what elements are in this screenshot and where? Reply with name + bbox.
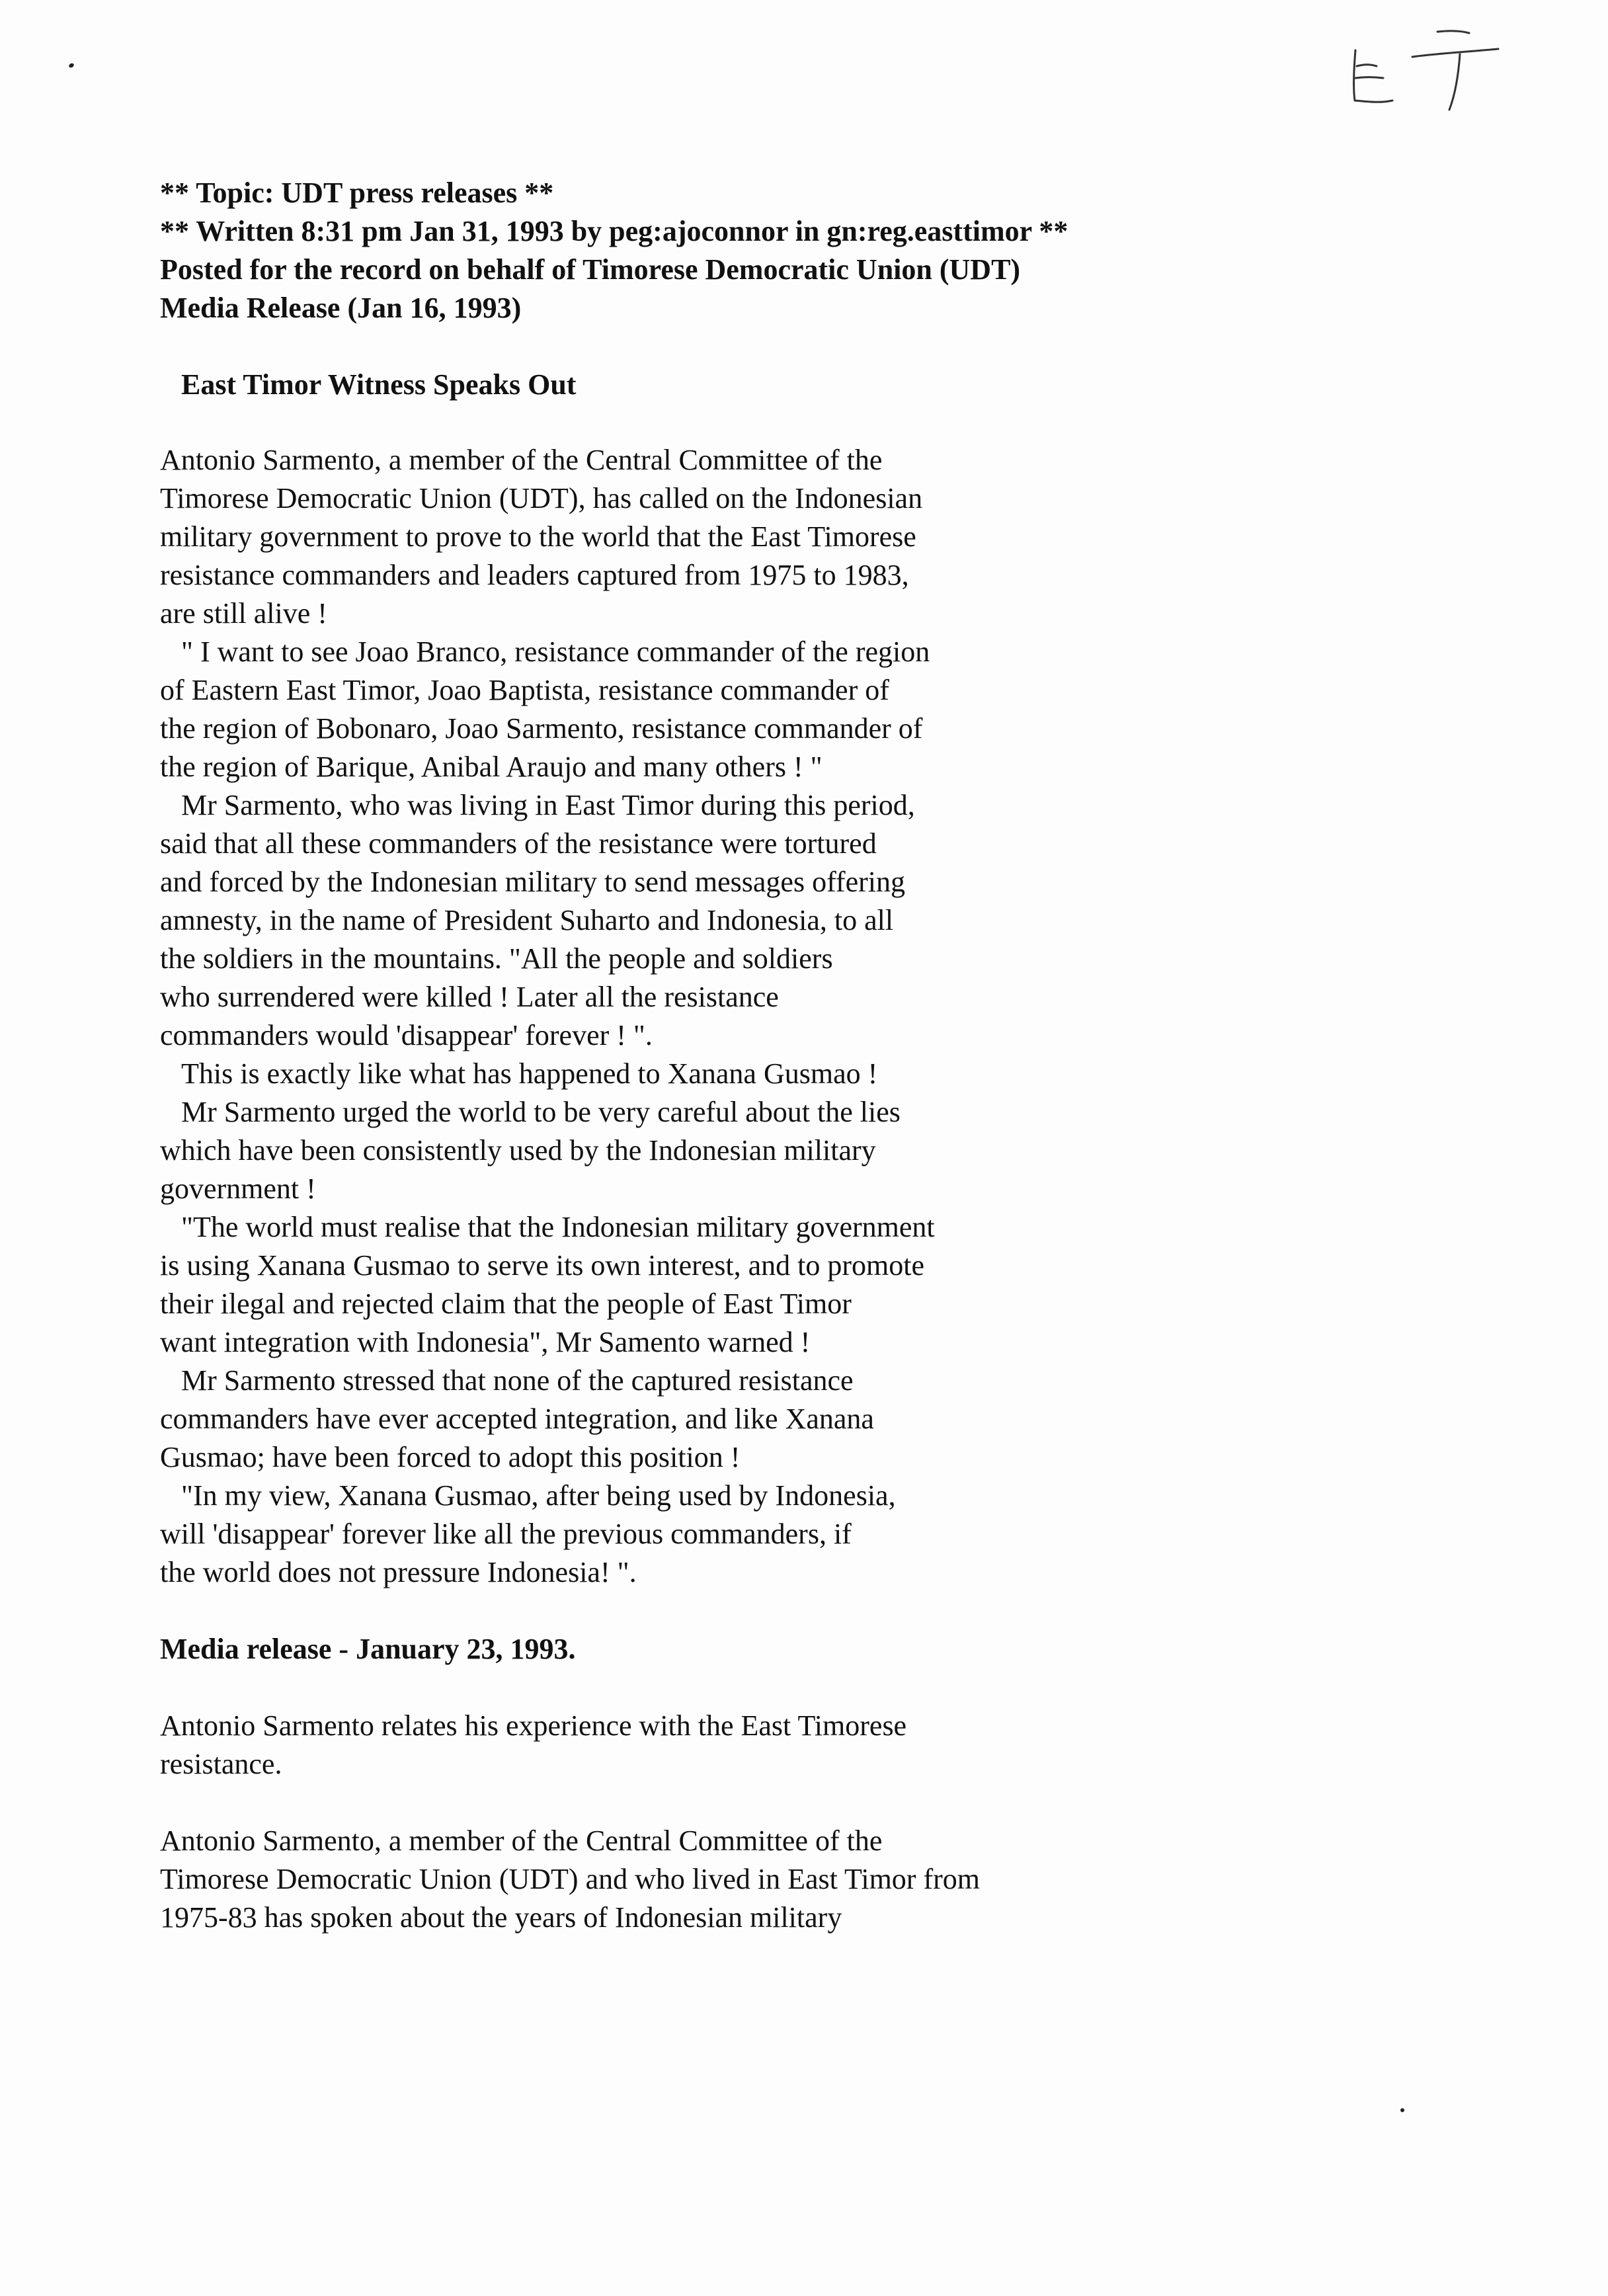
body-line: the region of Bobonaro, Joao Sarmento, resistance commander of bbox=[160, 712, 923, 745]
body-line: will 'disappear' forever like all the previous commanders, if bbox=[160, 1518, 852, 1550]
body-line: their ilegal and rejected claim that the people of East Timor bbox=[160, 1288, 852, 1320]
body-line: 1975-83 has spoken about the years of Indonesian military bbox=[160, 1901, 842, 1934]
release-headline: East Timor Witness Speaks Out bbox=[181, 368, 577, 401]
body-line: "The world must realise that the Indonesian military government bbox=[181, 1211, 935, 1243]
body-line: military government to prove to the world that the East Timorese bbox=[160, 520, 916, 553]
body-line: said that all these commanders of the resistance were tortured bbox=[160, 827, 877, 860]
body-line: Timorese Democratic Union (UDT), has called on the Indonesian bbox=[160, 482, 923, 514]
body-line: Mr Sarmento urged the world to be very careful about the lies bbox=[181, 1096, 901, 1128]
body-line: the region of Barique, Anibal Araujo and many others ! " bbox=[160, 751, 823, 783]
summary-line: Antonio Sarmento relates his experience with the East Timorese bbox=[160, 1709, 907, 1742]
body-line: want integration with Indonesia", Mr Samento warned ! bbox=[160, 1326, 811, 1358]
body-line: Mr Sarmento stressed that none of the captured resistance bbox=[181, 1364, 854, 1397]
written-line: ** Written 8:31 pm Jan 31, 1993 by peg:ajoconnor in gn:reg.easttimor ** bbox=[160, 215, 1068, 247]
body-line: Timorese Democratic Union (UDT) and who lived in East Timor from bbox=[160, 1863, 980, 1895]
body-line: " I want to see Joao Branco, resistance commander of the region bbox=[181, 636, 930, 668]
body-line: is using Xanana Gusmao to serve its own interest, and to promote bbox=[160, 1249, 925, 1282]
body-line: Antonio Sarmento, a member of the Central Committee of the bbox=[160, 1824, 883, 1857]
scan-speck-bottom-right bbox=[1400, 2108, 1404, 2112]
body-line: government ! bbox=[160, 1172, 316, 1205]
body-line: who surrendered were killed ! Later all the resistance bbox=[160, 981, 779, 1013]
body-line: Gusmao; have been forced to adopt this position ! bbox=[160, 1441, 741, 1473]
release-date-line: Media Release (Jan 16, 1993) bbox=[160, 292, 522, 324]
body-line: of Eastern East Timor, Joao Baptista, resistance commander of bbox=[160, 674, 889, 706]
body-line: Antonio Sarmento, a member of the Central Committee of the bbox=[160, 444, 883, 476]
posted-line: Posted for the record on behalf of Timorese Democratic Union (UDT) bbox=[160, 253, 1021, 286]
topic-line: ** Topic: UDT press releases ** bbox=[160, 177, 554, 209]
body-line: "In my view, Xanana Gusmao, after being used by Indonesia, bbox=[181, 1479, 896, 1512]
body-line: This is exactly like what has happened to Xanana Gusmao ! bbox=[181, 1057, 878, 1090]
body-line: which have been consistently used by the Indonesian military bbox=[160, 1134, 876, 1167]
body-line: resistance commanders and leaders captured from 1975 to 1983, bbox=[160, 559, 909, 591]
second-release-heading: Media release - January 23, 1993. bbox=[160, 1633, 576, 1665]
scan-speck-top-left bbox=[68, 62, 75, 68]
body-line: are still alive ! bbox=[160, 597, 327, 630]
handwritten-initials-mark bbox=[1349, 26, 1508, 126]
body-line: and forced by the Indonesian military to send messages offering bbox=[160, 866, 905, 898]
body-line: Mr Sarmento, who was living in East Timor during this period, bbox=[181, 789, 915, 821]
body-line: the soldiers in the mountains. "All the people and soldiers bbox=[160, 942, 833, 975]
body-line: commanders have ever accepted integration, and like Xanana bbox=[160, 1403, 874, 1435]
body-line: the world does not pressure Indonesia! ". bbox=[160, 1556, 637, 1588]
body-line: amnesty, in the name of President Suharto and Indonesia, to all bbox=[160, 904, 894, 936]
summary-line: resistance. bbox=[160, 1748, 282, 1780]
body-line: commanders would 'disappear' forever ! ". bbox=[160, 1019, 653, 1051]
